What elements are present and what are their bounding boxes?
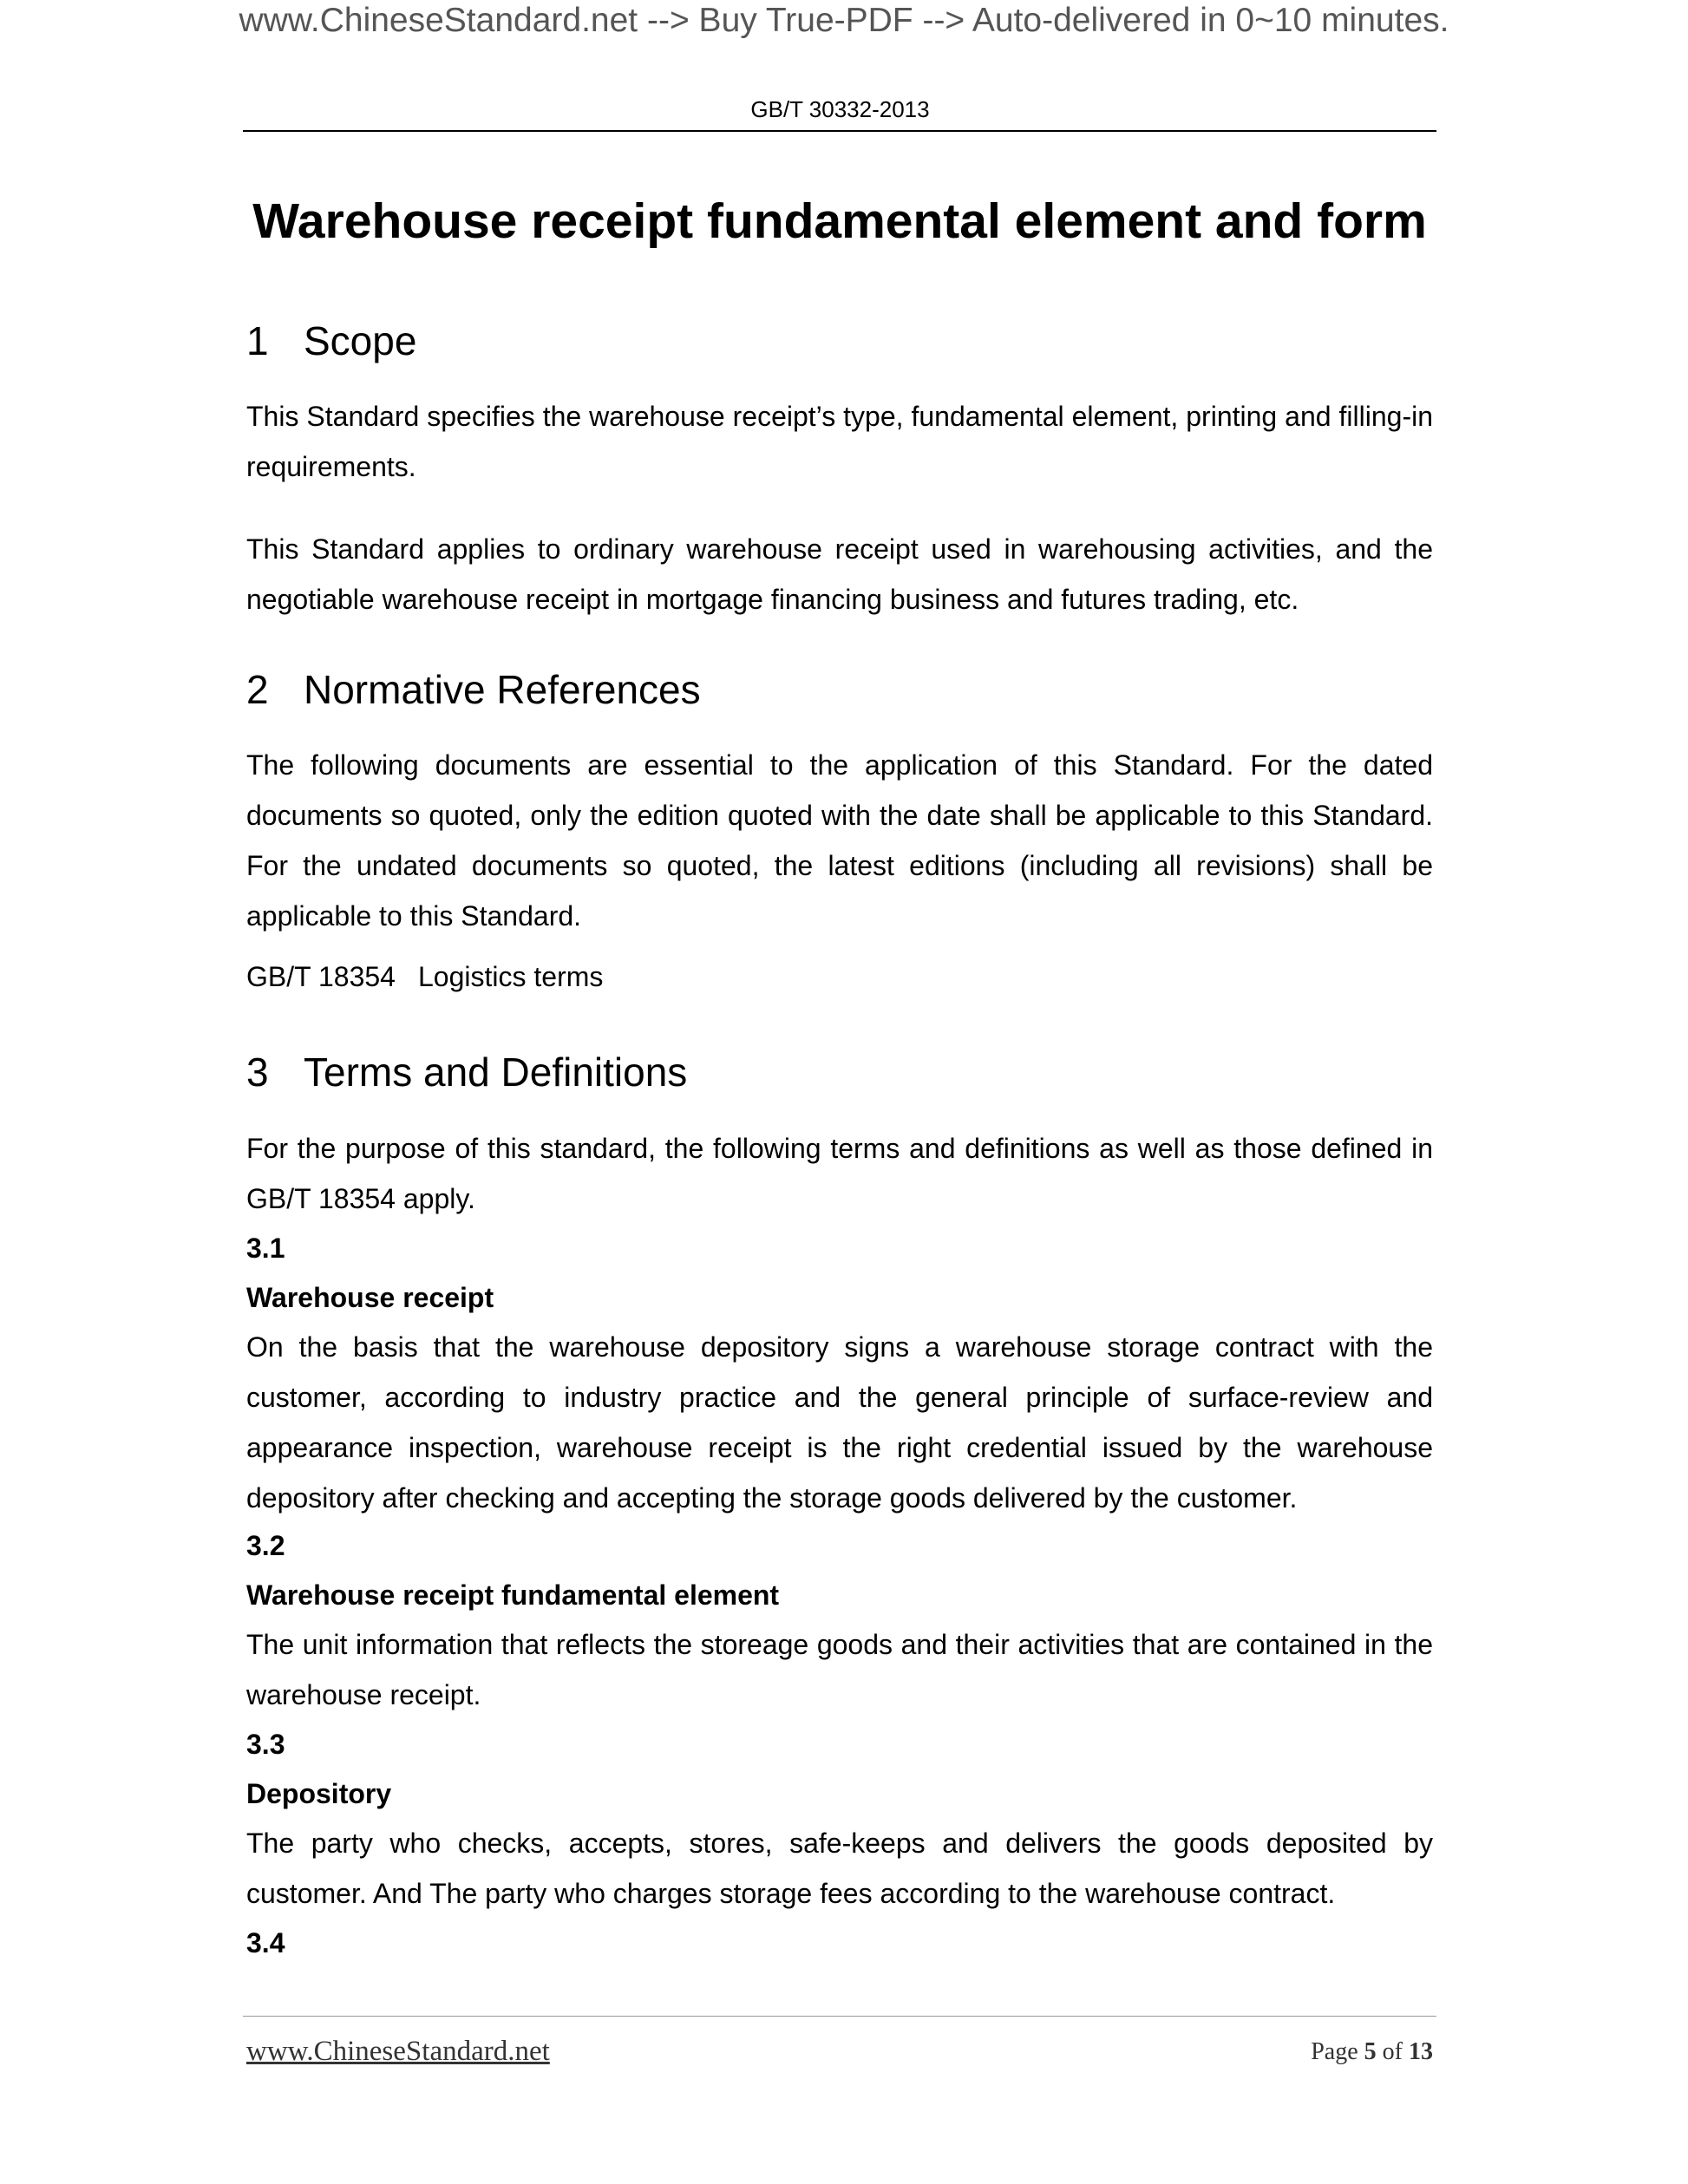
reference-title: Logistics terms <box>418 961 604 992</box>
term-number: 3.2 <box>246 1530 285 1561</box>
reference-code: GB/T 18354 <box>246 961 396 992</box>
scope-paragraph-2: This Standard applies to ordinary warehouse receipt used in warehousing activities, and the negotiable warehouse receipt in mortgage financing business and futures trading, etc. <box>246 533 1433 615</box>
references-paragraph: The following documents are essential to the application of this Standard. For the dated documents so quoted, only the edition quoted with the date shall be applicable to this Standard. For the undated documents so quoted, the latest editions (including all revisions) shall be applicable to this Standard. <box>246 749 1433 932</box>
header-rule <box>243 130 1436 132</box>
scope-paragraph-1: This Standard specifies the warehouse receipt’s type, fundamental element, printing and filling-in requirements. <box>246 401 1433 482</box>
page-total: 13 <box>1409 2038 1433 2065</box>
section-number: 3 <box>246 1049 269 1095</box>
term-name: Warehouse receipt <box>246 1282 494 1313</box>
term-definition: The unit information that reflects the storeage goods and their activities that are contained in the warehouse receipt. <box>246 1629 1433 1710</box>
purchase-banner: www.ChineseStandard.net --> Buy True-PDF --> Auto-delivered in 0~10 minutes. <box>239 2 1449 39</box>
section-title: Terms and Definitions <box>304 1049 688 1095</box>
term-number: 3.3 <box>246 1729 285 1760</box>
term-definition: On the basis that the warehouse depository signs a warehouse storage contract with the customer, according to industry practice and the general principle of surface-review and appearance inspection, warehouse receipt is the right credential issued by the warehouse depository after checking and accepting the storage goods delivered by the customer. <box>246 1331 1433 1514</box>
page-number <box>1311 2038 1433 2066</box>
terms-intro: For the purpose of this standard, the following terms and definitions as well as those defined in GB/T 18354 apply. <box>246 1133 1433 1214</box>
footer-rule <box>243 2016 1436 2017</box>
term-number: 3.4 <box>246 1927 285 1958</box>
term-number: 3.1 <box>246 1233 285 1264</box>
section-heading-references <box>246 665 701 714</box>
section-heading-scope <box>246 317 416 365</box>
reference-entry <box>246 951 603 1002</box>
page-current: 5 <box>1364 2038 1377 2065</box>
term-definition: The party who checks, accepts, stores, safe-keeps and delivers the goods deposited by customer. And The party who charges storage fees according to the warehouse contract. <box>246 1828 1433 1909</box>
section-number: 2 <box>246 667 269 712</box>
term-name: Warehouse receipt fundamental element <box>246 1579 780 1611</box>
term-name: Depository <box>246 1778 392 1809</box>
document-title: Warehouse receipt fundamental element and form <box>252 193 1427 249</box>
page-of: of <box>1382 2038 1403 2065</box>
page-word: Page <box>1311 2038 1358 2065</box>
section-heading-terms <box>246 1048 687 1096</box>
section-number: 1 <box>246 318 269 363</box>
footer-website-link[interactable]: www.ChineseStandard.net <box>246 2036 550 2067</box>
section-title: Scope <box>304 318 417 363</box>
running-header: GB/T 30332-2013 <box>750 96 930 122</box>
section-title: Normative References <box>304 667 701 712</box>
